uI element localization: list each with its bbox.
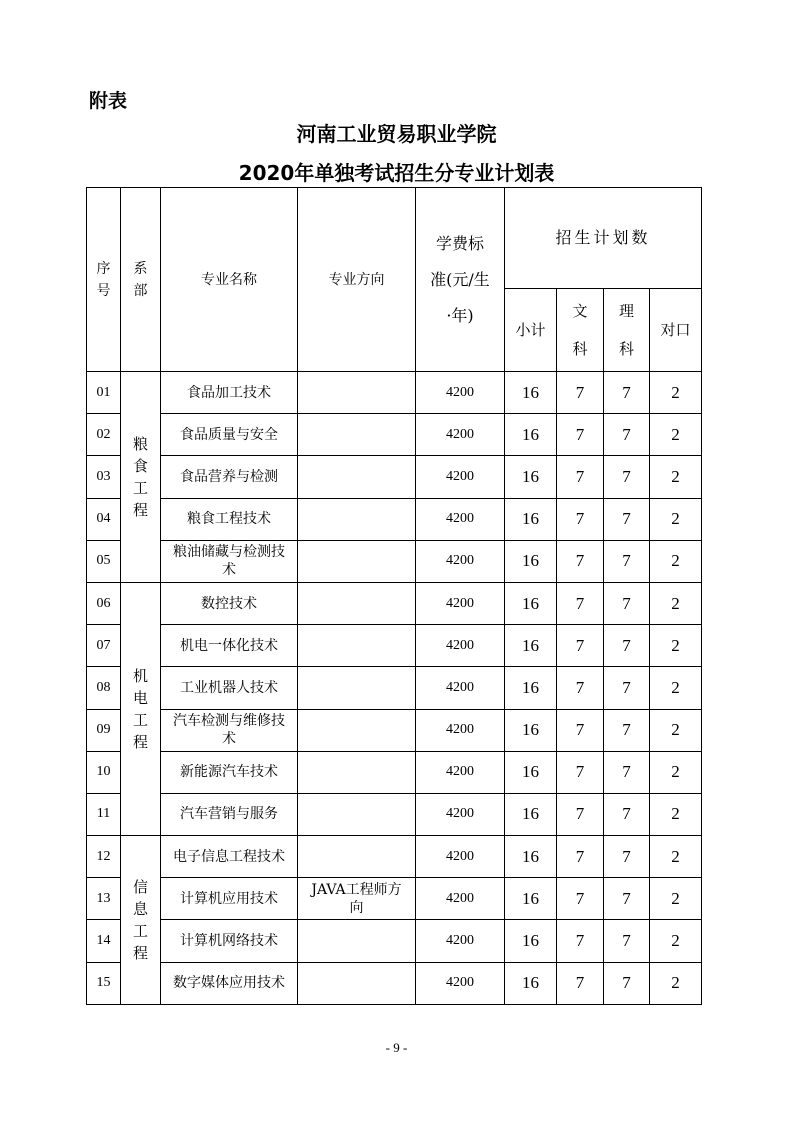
row-vocational: 2 (650, 836, 702, 878)
row-direction (298, 667, 416, 709)
table-row (87, 962, 702, 1004)
row-seq: 04 (87, 498, 121, 540)
row-seq: 07 (87, 625, 121, 667)
row-subtotal: 16 (505, 962, 557, 1004)
row-major: 计算机网络技术 (161, 920, 298, 962)
row-major: 粮食工程技术 (161, 498, 298, 540)
row-direction (298, 540, 416, 582)
row-science: 7 (604, 582, 650, 624)
header-arts-text: 文科 (572, 301, 588, 358)
row-science: 7 (604, 878, 650, 920)
row-seq: 10 (87, 751, 121, 793)
row-science: 7 (604, 920, 650, 962)
row-seq: 13 (87, 878, 121, 920)
department-name: 信息工程 (132, 877, 148, 962)
row-seq: 15 (87, 962, 121, 1004)
row-arts: 7 (557, 414, 604, 456)
row-direction (298, 625, 416, 667)
row-fee: 4200 (416, 456, 505, 498)
header-seq (87, 188, 121, 372)
row-science: 7 (604, 709, 650, 751)
row-vocational: 2 (650, 793, 702, 835)
table-row (87, 625, 702, 667)
row-seq: 09 (87, 709, 121, 751)
row-arts: 7 (557, 540, 604, 582)
row-vocational: 2 (650, 751, 702, 793)
header-plan: 招生计划数 (505, 188, 702, 289)
header-subtotal: 小计 (505, 289, 557, 372)
table-row (87, 751, 702, 793)
row-vocational: 2 (650, 878, 702, 920)
row-major: 工业机器人技术 (161, 667, 298, 709)
row-fee: 4200 (416, 372, 505, 414)
row-direction (298, 920, 416, 962)
row-subtotal: 16 (505, 836, 557, 878)
row-subtotal: 16 (505, 920, 557, 962)
table-row (87, 540, 702, 582)
row-subtotal: 16 (505, 498, 557, 540)
row-vocational: 2 (650, 625, 702, 667)
enrollment-plan-table (86, 187, 702, 1005)
row-science: 7 (604, 540, 650, 582)
row-science: 7 (604, 793, 650, 835)
row-arts: 7 (557, 878, 604, 920)
row-major: 食品加工技术 (161, 372, 298, 414)
row-seq: 05 (87, 540, 121, 582)
row-seq: 02 (87, 414, 121, 456)
table-row (87, 920, 702, 962)
row-direction (298, 414, 416, 456)
header-dept-text: 系部 (133, 260, 148, 299)
row-subtotal: 16 (505, 414, 557, 456)
header-arts (557, 289, 604, 372)
row-fee: 4200 (416, 498, 505, 540)
row-arts: 7 (557, 751, 604, 793)
row-science: 7 (604, 625, 650, 667)
row-subtotal: 16 (505, 878, 557, 920)
row-direction (298, 836, 416, 878)
row-direction (298, 582, 416, 624)
row-fee: 4200 (416, 582, 505, 624)
document-title-plan: 2020年单独考试招生分专业计划表 (238, 161, 555, 185)
row-fee: 4200 (416, 667, 505, 709)
row-direction (298, 793, 416, 835)
row-major: 数控技术 (161, 582, 298, 624)
row-arts: 7 (557, 836, 604, 878)
row-vocational: 2 (650, 540, 702, 582)
row-science: 7 (604, 456, 650, 498)
department-cell (121, 836, 161, 1005)
row-arts: 7 (557, 793, 604, 835)
header-dept (121, 188, 161, 372)
row-arts: 7 (557, 372, 604, 414)
row-major: 汽车营销与服务 (161, 793, 298, 835)
header-major: 专业名称 (161, 188, 298, 372)
row-fee: 4200 (416, 836, 505, 878)
row-vocational: 2 (650, 920, 702, 962)
row-fee: 4200 (416, 625, 505, 667)
row-subtotal: 16 (505, 456, 557, 498)
row-seq: 01 (87, 372, 121, 414)
row-major: 计算机应用技术 (161, 878, 298, 920)
row-subtotal: 16 (505, 372, 557, 414)
table-row (87, 456, 702, 498)
header-fee-text: 学费标准(元/生·年) (430, 233, 490, 325)
row-science: 7 (604, 414, 650, 456)
table-row (87, 414, 702, 456)
row-arts: 7 (557, 920, 604, 962)
row-direction (298, 498, 416, 540)
row-fee: 4200 (416, 540, 505, 582)
table-row (87, 793, 702, 835)
row-seq: 11 (87, 793, 121, 835)
row-direction (298, 709, 416, 751)
row-vocational: 2 (650, 667, 702, 709)
department-cell (121, 582, 161, 835)
header-vocational: 对口 (650, 289, 702, 372)
row-major: 粮油储藏与检测技术 (161, 540, 298, 582)
row-science: 7 (604, 498, 650, 540)
row-direction (298, 456, 416, 498)
row-fee: 4200 (416, 414, 505, 456)
row-arts: 7 (557, 962, 604, 1004)
row-fee: 4200 (416, 962, 505, 1004)
row-seq: 14 (87, 920, 121, 962)
row-fee: 4200 (416, 878, 505, 920)
row-seq: 06 (87, 582, 121, 624)
row-subtotal: 16 (505, 540, 557, 582)
row-science: 7 (604, 836, 650, 878)
row-science: 7 (604, 667, 650, 709)
row-seq: 03 (87, 456, 121, 498)
table-row (87, 836, 702, 878)
row-subtotal: 16 (505, 625, 557, 667)
row-arts: 7 (557, 582, 604, 624)
row-major: 新能源汽车技术 (161, 751, 298, 793)
row-major: 机电一体化技术 (161, 625, 298, 667)
table-row (87, 667, 702, 709)
department-name: 粮食工程 (132, 434, 148, 519)
row-subtotal: 16 (505, 751, 557, 793)
row-seq: 12 (87, 836, 121, 878)
department-name: 机电工程 (132, 667, 148, 751)
row-arts: 7 (557, 625, 604, 667)
row-major: 汽车检测与维修技术 (161, 709, 298, 751)
table-row (87, 582, 702, 624)
row-vocational: 2 (650, 498, 702, 540)
header-seq-text: 序号 (96, 260, 111, 299)
row-major: 食品营养与检测 (161, 456, 298, 498)
table-row (87, 709, 702, 751)
row-major: 电子信息工程技术 (161, 836, 298, 878)
row-arts: 7 (557, 709, 604, 751)
row-direction (298, 372, 416, 414)
row-subtotal: 16 (505, 582, 557, 624)
page-number: - 9 - (385, 1040, 408, 1055)
header-direction: 专业方向 (298, 188, 416, 372)
row-subtotal: 16 (505, 667, 557, 709)
header-science (604, 289, 650, 372)
row-vocational: 2 (650, 372, 702, 414)
row-arts: 7 (557, 667, 604, 709)
row-subtotal: 16 (505, 793, 557, 835)
row-direction (298, 751, 416, 793)
row-vocational: 2 (650, 582, 702, 624)
header-fee (416, 188, 505, 372)
row-fee: 4200 (416, 751, 505, 793)
row-vocational: 2 (650, 414, 702, 456)
row-fee: 4200 (416, 709, 505, 751)
row-science: 7 (604, 372, 650, 414)
row-science: 7 (604, 751, 650, 793)
table-row (87, 878, 702, 920)
row-fee: 4200 (416, 920, 505, 962)
table-row (87, 498, 702, 540)
row-fee: 4200 (416, 793, 505, 835)
row-direction: JAVA工程师方向 (298, 878, 416, 920)
row-vocational: 2 (650, 709, 702, 751)
row-science: 7 (604, 962, 650, 1004)
row-subtotal: 16 (505, 709, 557, 751)
row-seq: 08 (87, 667, 121, 709)
row-arts: 7 (557, 456, 604, 498)
row-vocational: 2 (650, 456, 702, 498)
document-title-institution: 河南工业贸易职业学院 (296, 122, 497, 146)
row-vocational: 2 (650, 962, 702, 1004)
department-cell (121, 372, 161, 583)
header-science-text: 理科 (618, 301, 634, 358)
row-direction (298, 962, 416, 1004)
row-major: 数字媒体应用技术 (161, 962, 298, 1004)
row-major: 食品质量与安全 (161, 414, 298, 456)
appendix-label: 附表 (89, 90, 128, 112)
row-arts: 7 (557, 498, 604, 540)
table-row (87, 372, 702, 414)
